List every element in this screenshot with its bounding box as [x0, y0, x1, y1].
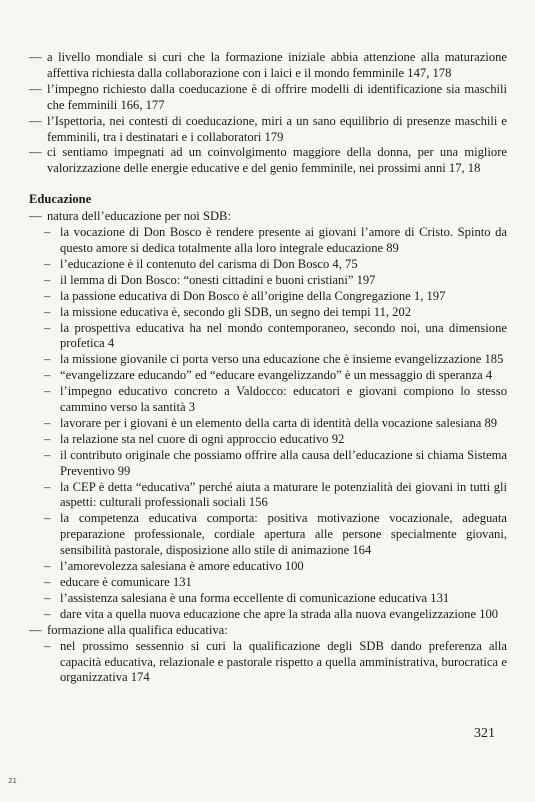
sub-entry-text: il lemma di Don Bosco: “onesti cittadini e buoni cristiani” 197 — [60, 272, 376, 287]
sub-entry — [42, 480, 507, 512]
subdash: – — [44, 511, 51, 526]
subdash: – — [44, 431, 51, 446]
dash: — — [29, 209, 42, 224]
group-label-text: natura dell’educazione per noi SDB: — [47, 209, 231, 224]
subdash: – — [44, 272, 51, 287]
dash: — — [29, 113, 42, 128]
sub-entry-text: la passione educativa di Don Bosco è all’origine della Congregazione 1, 197 — [60, 288, 446, 303]
sub-entry — [42, 607, 507, 623]
sub-entry-text: la missione giovanile ci porta verso una educazione che è insieme evangelizzazione 185 — [60, 352, 504, 367]
sub-entry — [42, 559, 507, 575]
group-label-text: formazione alla qualifica educativa: — [47, 622, 228, 637]
sub-entry — [42, 384, 507, 416]
index-page — [29, 50, 507, 686]
index-entry — [29, 50, 507, 82]
subdash: – — [44, 304, 51, 319]
group-label — [29, 623, 507, 639]
sub-entry — [42, 305, 507, 321]
sub-entry-text: l’assistenza salesiana è una forma eccellente di comunicazione educativa 131 — [60, 590, 450, 605]
dash: — — [29, 622, 42, 637]
subdash: – — [44, 606, 51, 621]
sub-entry-text: educare è comunicare 131 — [60, 575, 192, 589]
sub-entry — [42, 225, 507, 257]
sub-entry — [42, 416, 507, 432]
subdash: – — [44, 384, 51, 399]
index-entry — [29, 145, 507, 177]
page-number: 321 — [474, 726, 495, 741]
subdash: – — [44, 288, 51, 303]
sub-entry — [42, 432, 507, 448]
subdash: – — [44, 575, 51, 589]
subdash: – — [44, 368, 51, 383]
sub-entry — [42, 591, 507, 607]
sub-entry-text: la CEP è detta “educativa” perché aiuta a maturare le potenzialità dei giovani in tutti gli aspetti: culturali professionali sociali 156 — [60, 479, 507, 510]
subdash: – — [44, 638, 51, 653]
sub-entry-text: “evangelizzare educando” ed “educare evangelizzando” è un messaggio di speranza 4 — [60, 368, 493, 383]
index-entry — [29, 114, 507, 146]
entry-text: a livello mondiale si curi che la formazione iniziale abbia attenzione alla maturazione affettiva richiesta dalla collaborazione con i laici e il mondo femminile 147, 178 — [47, 50, 507, 80]
subdash: – — [44, 447, 51, 462]
sub-entry-text: la competenza educativa comporta: positiva motivazione vocazionale, adeguata preparazione professionale, cordiale apertura alle persone specialmente giovani, sensibilità pastorale, disposizione allo stile di animazione 164 — [60, 511, 507, 558]
group-label — [29, 209, 507, 225]
sub-entry — [42, 273, 507, 289]
subdash: – — [44, 225, 51, 240]
sub-entry-text: la prospettiva educativa ha nel mondo contemporaneo, secondo noi, una dimensione profetica 4 — [60, 320, 507, 351]
sub-entry-text: dare vita a quella nuova educazione che apre la strada alla nuova evangelizzazione 100 — [60, 606, 499, 621]
subdash: – — [44, 352, 51, 367]
entry-text: ci sentiamo impegnati ad un coinvolgimento maggiore della donna, per una migliore valorizzazione delle energie educative e del genio femminile, nei prossimi anni 17, 18 — [47, 145, 507, 176]
subdash: – — [44, 559, 51, 574]
dash: — — [29, 145, 42, 160]
footer-mark: 21 — [8, 777, 17, 785]
sub-entry-text: l’impegno educativo concreto a Valdocco: educatori e giovani compiono lo stesso cammino verso la santità 3 — [60, 384, 507, 415]
subdash: – — [44, 415, 51, 430]
sub-entry — [42, 511, 507, 559]
sub-entry-text: nel prossimo sessennio si curi la qualificazione degli SDB dando preferenza alla capacità educativa, relazionale e pastorale rispetto a quella amministrativa, burocratica e organizzativa 174 — [60, 638, 507, 685]
subdash: – — [44, 256, 51, 271]
group2-list — [29, 639, 507, 687]
sub-entry-text: la missione educativa è, secondo gli SDB, un segno dei tempi 11, 202 — [60, 304, 412, 319]
dash: — — [29, 81, 42, 96]
sub-entry — [42, 368, 507, 384]
sub-entry-text: l’amorevolezza salesiana è amore educativo 100 — [60, 559, 304, 574]
index-entry — [29, 82, 507, 114]
section-title: Educazione — [29, 192, 92, 207]
entry-text: l’impegno richiesto dalla coeducazione è di offrire modelli di identificazione sia maschili che femminili 166, 177 — [47, 81, 507, 112]
sub-entry — [42, 321, 507, 353]
sub-entry-text: l’educazione è il contenuto del carisma di Don Bosco 4, 75 — [60, 256, 358, 271]
sub-entry — [42, 257, 507, 273]
entry-text: l’Ispettoria, nei contesti di coeducazione, miri a un sano equilibrio di presenze maschili e femminili, tra i destinatari e i collaboratori 179 — [47, 113, 507, 144]
intro-entries — [29, 50, 507, 177]
sub-entry-text: il contributo originale che possiamo offrire alla causa dell’educazione si chiama Sistema Preventivo 99 — [60, 447, 507, 478]
sub-entry — [42, 289, 507, 305]
sub-entry — [42, 639, 507, 687]
sub-entry — [42, 575, 507, 591]
group1-list — [29, 225, 507, 623]
dash: — — [29, 50, 42, 64]
subdash: – — [44, 320, 51, 335]
sub-entry — [42, 448, 507, 480]
sub-entry-text: la relazione sta nel cuore di ogni approccio educativo 92 — [60, 431, 345, 446]
subdash: – — [44, 590, 51, 605]
sub-entry-text: lavorare per i giovani è un elemento della carta di identità della vocazione salesiana 89 — [60, 415, 498, 430]
subdash: – — [44, 479, 51, 494]
sub-entry — [42, 352, 507, 368]
sub-entry-text: la vocazione di Don Bosco è rendere presente ai giovani l’amore di Cristo. Spinto da questo amore si dedica totalmente alla loro integrale educazione 89 — [60, 225, 507, 255]
